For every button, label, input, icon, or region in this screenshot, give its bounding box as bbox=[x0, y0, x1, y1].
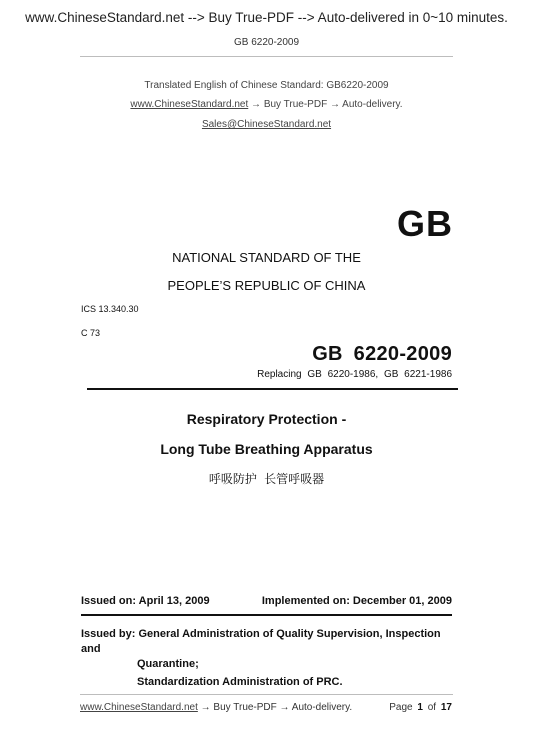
issued-by-authority-2: Standardization Administration of PRC. bbox=[137, 676, 343, 688]
page-of: of bbox=[427, 702, 437, 713]
document-title-chinese: 呼吸防护 长管呼吸器 bbox=[208, 472, 325, 486]
issued-by-authority-1: General Administration of Quality Supervision, Inspection and bbox=[81, 628, 441, 655]
translation-title: Translated English of Chinese Standard: GB6220-2009 bbox=[144, 80, 389, 91]
header-divider bbox=[80, 56, 453, 57]
page-indicator bbox=[389, 702, 452, 713]
issued-by-authority-1b: Quarantine; bbox=[137, 658, 199, 670]
ccs-code: C 73 bbox=[81, 328, 101, 338]
document-title-line2: Long Tube Breathing Apparatus bbox=[160, 441, 373, 457]
email-link[interactable]: Sales@ChineseStandard.net bbox=[201, 119, 332, 130]
title-divider bbox=[87, 388, 458, 390]
footer-divider bbox=[80, 694, 453, 695]
footer-site-link[interactable]: www.ChineseStandard.net bbox=[80, 702, 198, 713]
gb-logo: GB bbox=[397, 203, 453, 244]
page-current: 1 bbox=[417, 702, 423, 713]
site-link[interactable]: www.ChineseStandard.net bbox=[130, 99, 249, 110]
issued-on-date: Issued on: April 13, 2009 bbox=[81, 595, 210, 607]
standard-number: GB 6220-2009 bbox=[312, 343, 452, 365]
national-standard-line2: PEOPLE’S REPUBLIC OF CHINA bbox=[167, 278, 366, 293]
implemented-on-date: Implemented on: December 01, 2009 bbox=[261, 595, 452, 607]
site-link-suffix: → Buy True-PDF → Auto-delivery. bbox=[248, 99, 403, 110]
top-banner[interactable]: www.ChineseStandard.net --> Buy True-PDF --> Auto-delivered in 0~10 minutes. bbox=[25, 10, 508, 25]
translation-email bbox=[0, 119, 533, 130]
header-standard-number: GB 6220-2009 bbox=[233, 37, 300, 48]
national-standard-line1: NATIONAL STANDARD OF THE bbox=[172, 250, 361, 265]
replacing-note: Replacing GB 6220-1986, GB 6221-1986 bbox=[257, 369, 452, 380]
issued-by-label: Issued by: bbox=[81, 628, 136, 640]
footer-site-suffix: → Buy True-PDF → Auto-delivery. bbox=[197, 702, 353, 713]
page-label: Page bbox=[389, 702, 413, 713]
page-total: 17 bbox=[440, 702, 452, 713]
issued-by-block bbox=[81, 627, 461, 690]
document-title-line1: Respiratory Protection - bbox=[186, 411, 347, 427]
translation-links bbox=[0, 99, 533, 110]
issue-divider bbox=[81, 614, 452, 616]
footer-links bbox=[80, 702, 352, 713]
ics-code: ICS 13.340.30 bbox=[81, 304, 139, 314]
